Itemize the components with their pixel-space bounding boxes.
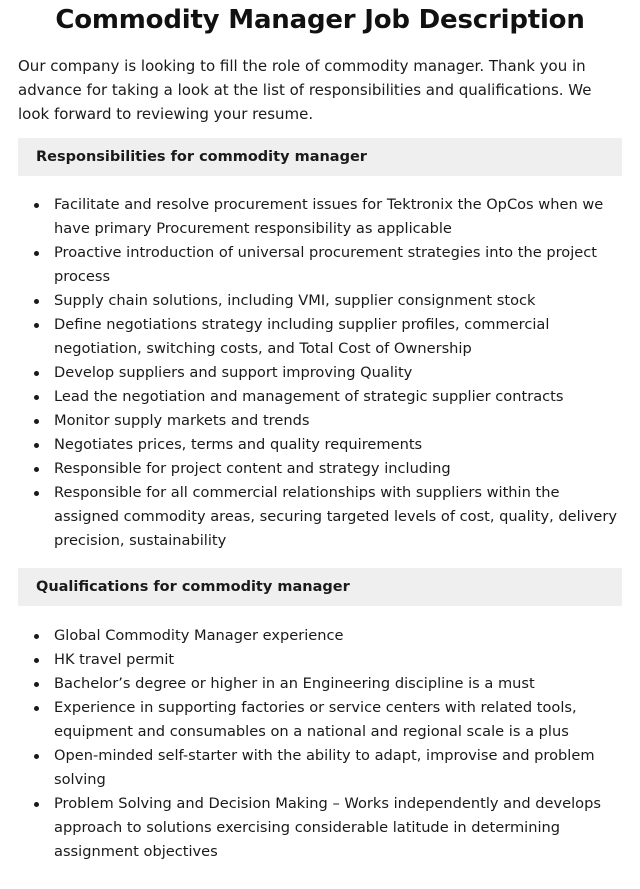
- list-item-text: Monitor supply markets and trends: [54, 412, 310, 429]
- list-item: [18, 433, 624, 457]
- bullet-icon: [34, 754, 39, 759]
- list-item-text: Responsible for all commercial relationships with suppliers within the assigned commodity areas, securing targeted levels of cost, quality, delivery precision, sustainability: [54, 484, 617, 549]
- list-item-text: Responsible for project content and strategy including: [54, 460, 451, 477]
- list-item: [18, 313, 624, 361]
- list-item-text: Facilitate and resolve procurement issues for Tektronix the OpCos when we have primary Procurement responsibility as applicable: [54, 196, 604, 237]
- list-item: [18, 361, 624, 385]
- bullet-icon: [34, 251, 39, 256]
- responsibilities-list: [18, 193, 624, 553]
- bullet-icon: [34, 491, 39, 496]
- page-title: Commodity Manager Job Description: [55, 5, 585, 35]
- bullet-icon: [34, 634, 39, 639]
- list-item-text: Lead the negotiation and management of strategic supplier contracts: [54, 388, 564, 405]
- bullet-icon: [34, 419, 39, 424]
- list-item-text: Global Commodity Manager experience: [54, 627, 344, 644]
- list-item: [18, 289, 624, 313]
- bullet-icon: [34, 467, 39, 472]
- bullet-icon: [34, 706, 39, 711]
- list-item: [18, 624, 624, 648]
- responsibilities-section-header: Responsibilities for commodity manager: [18, 138, 622, 176]
- list-item: [18, 481, 624, 553]
- list-item: [18, 457, 624, 481]
- qualifications-section-header: Qualifications for commodity manager: [18, 568, 622, 606]
- list-item: [18, 385, 624, 409]
- bullet-icon: [34, 658, 39, 663]
- list-item: [18, 241, 624, 289]
- list-item-text: HK travel permit: [54, 651, 175, 668]
- bullet-icon: [34, 682, 39, 687]
- list-item-text: Define negotiations strategy including supplier profiles, commercial negotiation, switching costs, and Total Cost of Ownership: [54, 316, 550, 357]
- list-item-text: Open-minded self-starter with the ability to adapt, improvise and problem solving: [54, 747, 595, 788]
- bullet-icon: [34, 802, 39, 807]
- list-item-text: Develop suppliers and support improving Quality: [54, 364, 413, 381]
- list-item: [18, 696, 624, 744]
- intro-paragraph: Our company is looking to fill the role of commodity manager. Thank you in advance for taking a look at the list of responsibilities and qualifications. We look forward to reviewing your resume.: [18, 57, 592, 123]
- bullet-icon: [34, 323, 39, 328]
- bullet-icon: [34, 371, 39, 376]
- list-item: [18, 792, 624, 864]
- bullet-icon: [34, 299, 39, 304]
- bullet-icon: [34, 203, 39, 208]
- list-item: [18, 648, 624, 672]
- bullet-icon: [34, 443, 39, 448]
- list-item: [18, 193, 624, 241]
- list-item: [18, 672, 624, 696]
- list-item: [18, 744, 624, 792]
- list-item-text: Problem Solving and Decision Making – Works independently and develops approach to solutions exercising considerable latitude in determining assignment objectives: [54, 795, 601, 860]
- qualifications-list: [18, 624, 624, 864]
- list-item: [18, 409, 624, 433]
- bullet-icon: [34, 395, 39, 400]
- list-item-text: Bachelor’s degree or higher in an Engineering discipline is a must: [54, 675, 535, 692]
- list-item-text: Negotiates prices, terms and quality requirements: [54, 436, 423, 453]
- list-item-text: Experience in supporting factories or service centers with related tools, equipment and consumables on a national and regional scale is a plus: [54, 699, 577, 740]
- list-item-text: Proactive introduction of universal procurement strategies into the project process: [54, 244, 597, 285]
- list-item-text: Supply chain solutions, including VMI, supplier consignment stock: [54, 292, 536, 309]
